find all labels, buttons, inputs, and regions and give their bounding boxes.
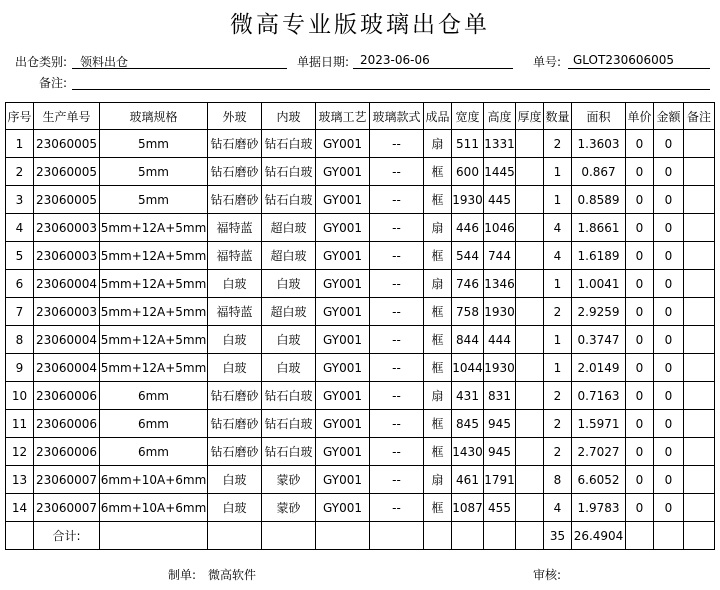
maker-label: 制单: xyxy=(168,568,197,582)
table-cell xyxy=(684,382,715,410)
table-cell: 1.6189 xyxy=(572,242,626,270)
table-cell: 1044 xyxy=(452,354,484,382)
table-cell: 1087 xyxy=(452,494,484,522)
table-cell: 0 xyxy=(626,298,654,326)
table-row xyxy=(6,438,715,466)
table-cell: 0 xyxy=(626,466,654,494)
table-cell xyxy=(684,298,715,326)
table-cell: 1445 xyxy=(484,158,516,186)
table-cell: -- xyxy=(370,298,424,326)
table-cell: 945 xyxy=(484,410,516,438)
date-label: 单据日期: xyxy=(297,55,350,69)
table-cell: 0.3747 xyxy=(572,326,626,354)
table-cell: 544 xyxy=(452,242,484,270)
table-cell: -- xyxy=(370,186,424,214)
table-cell: 5mm+12A+5mm xyxy=(100,270,208,298)
table-cell: GY001 xyxy=(316,326,370,354)
table-cell: 框 xyxy=(424,410,452,438)
table-row xyxy=(6,382,715,410)
table-cell xyxy=(316,522,370,550)
table-cell: 框 xyxy=(424,298,452,326)
table-cell: 6.6052 xyxy=(572,466,626,494)
table-cell xyxy=(516,522,544,550)
table-cell: 0 xyxy=(654,130,684,158)
table-header-row xyxy=(6,103,715,130)
table-cell: 1 xyxy=(544,354,572,382)
table-cell: 框 xyxy=(424,438,452,466)
table-cell xyxy=(654,522,684,550)
table-cell: 0 xyxy=(654,494,684,522)
table-cell xyxy=(516,466,544,494)
table-cell: 446 xyxy=(452,214,484,242)
table-cell: 746 xyxy=(452,270,484,298)
table-cell: 框 xyxy=(424,354,452,382)
column-header: 外玻 xyxy=(208,103,262,130)
table-cell: -- xyxy=(370,214,424,242)
table-cell: 0 xyxy=(654,186,684,214)
table-cell: 1930 xyxy=(484,354,516,382)
table-cell: 5mm xyxy=(100,130,208,158)
table-cell: 0 xyxy=(626,130,654,158)
table-cell xyxy=(684,410,715,438)
table-cell: 6mm+10A+6mm xyxy=(100,466,208,494)
table-row xyxy=(6,466,715,494)
table-cell: 5mm+12A+5mm xyxy=(100,214,208,242)
table-cell: 11 xyxy=(6,410,34,438)
table-cell: 扇 xyxy=(424,382,452,410)
table-row xyxy=(6,494,715,522)
table-cell xyxy=(6,522,34,550)
table-cell xyxy=(684,130,715,158)
table-row xyxy=(6,326,715,354)
table-cell xyxy=(684,270,715,298)
table-cell: 框 xyxy=(424,186,452,214)
total-area: 26.4904 xyxy=(572,522,626,550)
table-cell: 0 xyxy=(654,438,684,466)
table-cell: 0 xyxy=(626,326,654,354)
table-cell: -- xyxy=(370,158,424,186)
glass-table xyxy=(5,102,715,550)
out-type-value: 领料出仓 xyxy=(80,55,129,69)
table-cell: 23060006 xyxy=(34,382,100,410)
column-header: 玻璃款式 xyxy=(370,103,424,130)
table-cell: 2 xyxy=(544,382,572,410)
column-header: 厚度 xyxy=(516,103,544,130)
table-cell: 超白玻 xyxy=(262,298,316,326)
table-cell: 455 xyxy=(484,494,516,522)
table-cell: GY001 xyxy=(316,214,370,242)
table-cell xyxy=(262,522,316,550)
table-cell: 钻石白玻 xyxy=(262,382,316,410)
total-row xyxy=(6,522,715,550)
table-cell: 5mm+12A+5mm xyxy=(100,242,208,270)
column-header: 高度 xyxy=(484,103,516,130)
table-cell: 0 xyxy=(626,438,654,466)
column-header: 数量 xyxy=(544,103,572,130)
table-cell: 844 xyxy=(452,326,484,354)
table-cell: 0 xyxy=(654,326,684,354)
table-cell xyxy=(684,466,715,494)
table-cell: 框 xyxy=(424,242,452,270)
column-header: 内玻 xyxy=(262,103,316,130)
out-type-underline xyxy=(72,67,287,69)
table-row xyxy=(6,186,715,214)
column-header: 序号 xyxy=(6,103,34,130)
table-cell: 23060005 xyxy=(34,130,100,158)
column-header: 生产单号 xyxy=(34,103,100,130)
table-cell: 框 xyxy=(424,326,452,354)
table-cell: 钻石磨砂 xyxy=(208,158,262,186)
table-row xyxy=(6,410,715,438)
table-cell: 白玻 xyxy=(208,466,262,494)
table-cell: 8 xyxy=(6,326,34,354)
table-cell: 600 xyxy=(452,158,484,186)
table-cell: 9 xyxy=(6,354,34,382)
table-cell: 14 xyxy=(6,494,34,522)
table-cell: 白玻 xyxy=(262,270,316,298)
table-cell: 福特蓝 xyxy=(208,214,262,242)
table-cell xyxy=(208,522,262,550)
table-cell: 钻石磨砂 xyxy=(208,438,262,466)
table-cell: -- xyxy=(370,270,424,298)
table-cell: 0 xyxy=(654,382,684,410)
table-cell: 2.7027 xyxy=(572,438,626,466)
table-cell xyxy=(516,438,544,466)
table-cell: 1791 xyxy=(484,466,516,494)
table-cell: 444 xyxy=(484,326,516,354)
table-cell: 4 xyxy=(544,494,572,522)
table-cell: 福特蓝 xyxy=(208,298,262,326)
table-cell: GY001 xyxy=(316,242,370,270)
table-cell: 10 xyxy=(6,382,34,410)
table-cell: 845 xyxy=(452,410,484,438)
table-cell: -- xyxy=(370,354,424,382)
table-cell: 12 xyxy=(6,438,34,466)
table-cell: 0 xyxy=(626,214,654,242)
table-cell: -- xyxy=(370,466,424,494)
table-cell: 1 xyxy=(544,270,572,298)
order-value: GLOT230606005 xyxy=(573,53,675,67)
column-header: 面积 xyxy=(572,103,626,130)
table-cell: 白玻 xyxy=(208,354,262,382)
table-cell: 6mm+10A+6mm xyxy=(100,494,208,522)
table-cell: 0 xyxy=(654,270,684,298)
table-cell: -- xyxy=(370,130,424,158)
table-cell xyxy=(516,242,544,270)
table-cell xyxy=(516,382,544,410)
table-cell: 扇 xyxy=(424,270,452,298)
table-cell: -- xyxy=(370,494,424,522)
table-row xyxy=(6,242,715,270)
table-row xyxy=(6,354,715,382)
table-cell: 23060007 xyxy=(34,494,100,522)
table-cell: 13 xyxy=(6,466,34,494)
table-cell: 23060005 xyxy=(34,186,100,214)
table-cell: 钻石磨砂 xyxy=(208,382,262,410)
table-cell: 0 xyxy=(654,214,684,242)
table-cell: 2.9259 xyxy=(572,298,626,326)
table-cell: 1.3603 xyxy=(572,130,626,158)
table-cell: 1430 xyxy=(452,438,484,466)
remark-label: 备注: xyxy=(39,76,68,90)
table-cell xyxy=(684,186,715,214)
table-cell: -- xyxy=(370,410,424,438)
table-cell: 0 xyxy=(626,270,654,298)
table-cell: 0 xyxy=(626,158,654,186)
table-row xyxy=(6,130,715,158)
table-cell: 扇 xyxy=(424,214,452,242)
table-cell: 1.8661 xyxy=(572,214,626,242)
table-cell: 0 xyxy=(626,354,654,382)
table-cell: 钻石磨砂 xyxy=(208,410,262,438)
table-cell: 511 xyxy=(452,130,484,158)
total-quantity: 35 xyxy=(544,522,572,550)
table-cell: 23060003 xyxy=(34,214,100,242)
table-cell xyxy=(626,522,654,550)
table-cell xyxy=(516,326,544,354)
column-header: 金额 xyxy=(654,103,684,130)
table-cell: 23060007 xyxy=(34,466,100,494)
table-cell: 23060004 xyxy=(34,354,100,382)
table-cell xyxy=(684,438,715,466)
table-cell xyxy=(516,410,544,438)
table-cell xyxy=(100,522,208,550)
table-cell: 1930 xyxy=(484,298,516,326)
table-cell: 1331 xyxy=(484,130,516,158)
table-cell: 0 xyxy=(654,158,684,186)
table-row xyxy=(6,298,715,326)
table-cell: GY001 xyxy=(316,382,370,410)
table-cell: 0 xyxy=(654,410,684,438)
table-cell xyxy=(516,494,544,522)
table-cell: 2 xyxy=(544,438,572,466)
table-cell: -- xyxy=(370,382,424,410)
table-cell: 0 xyxy=(654,298,684,326)
maker-value: 微高软件 xyxy=(208,568,257,582)
table-body xyxy=(6,130,715,550)
table-cell: 0 xyxy=(654,354,684,382)
table-cell: 3 xyxy=(6,186,34,214)
column-header: 备注 xyxy=(684,103,715,130)
table-cell xyxy=(684,214,715,242)
table-cell: 23060004 xyxy=(34,326,100,354)
table-cell: 扇 xyxy=(424,130,452,158)
table-cell: 0 xyxy=(654,242,684,270)
table-cell xyxy=(516,354,544,382)
table-cell: 23060003 xyxy=(34,242,100,270)
table-cell: 蒙砂 xyxy=(262,466,316,494)
table-cell: GY001 xyxy=(316,186,370,214)
table-cell: 钻石白玻 xyxy=(262,158,316,186)
table-cell: 白玻 xyxy=(208,326,262,354)
table-cell: 461 xyxy=(452,466,484,494)
table-cell: 框 xyxy=(424,494,452,522)
table-cell xyxy=(484,522,516,550)
table-cell: GY001 xyxy=(316,158,370,186)
table-cell xyxy=(684,326,715,354)
out-type-label: 出仓类别: xyxy=(15,55,68,69)
table-cell: 1.0041 xyxy=(572,270,626,298)
table-cell: 0.8589 xyxy=(572,186,626,214)
table-cell: 超白玻 xyxy=(262,214,316,242)
table-cell: 744 xyxy=(484,242,516,270)
table-cell xyxy=(516,158,544,186)
table-cell: GY001 xyxy=(316,438,370,466)
table-cell: 4 xyxy=(6,214,34,242)
table-cell: 23060004 xyxy=(34,270,100,298)
table-cell: 2 xyxy=(6,158,34,186)
table-cell: 7 xyxy=(6,298,34,326)
column-header: 成品 xyxy=(424,103,452,130)
table-cell: 945 xyxy=(484,438,516,466)
table-cell: 蒙砂 xyxy=(262,494,316,522)
table-cell: 0.867 xyxy=(572,158,626,186)
table-cell: 0 xyxy=(626,382,654,410)
table-cell: 4 xyxy=(544,214,572,242)
table-cell: 8 xyxy=(544,466,572,494)
table-cell: 钻石白玻 xyxy=(262,438,316,466)
table-cell: 白玻 xyxy=(262,326,316,354)
table-cell: GY001 xyxy=(316,494,370,522)
table-cell: GY001 xyxy=(316,298,370,326)
table-cell xyxy=(684,158,715,186)
table-cell xyxy=(516,270,544,298)
document-title: 微高专业版玻璃出仓单 xyxy=(230,12,490,38)
table-cell: 钻石白玻 xyxy=(262,130,316,158)
table-cell: 758 xyxy=(452,298,484,326)
table-cell: 5mm+12A+5mm xyxy=(100,354,208,382)
table-cell: 1 xyxy=(544,186,572,214)
table-cell xyxy=(516,298,544,326)
table-cell: 0 xyxy=(626,410,654,438)
table-cell: 0 xyxy=(654,466,684,494)
table-cell: -- xyxy=(370,438,424,466)
table-cell: 框 xyxy=(424,158,452,186)
table-cell: -- xyxy=(370,242,424,270)
column-header: 单价 xyxy=(626,103,654,130)
table-cell: 1 xyxy=(544,158,572,186)
table-cell: -- xyxy=(370,326,424,354)
table-cell: 431 xyxy=(452,382,484,410)
column-header: 玻璃规格 xyxy=(100,103,208,130)
table-cell xyxy=(684,494,715,522)
table-cell: 2 xyxy=(544,410,572,438)
table-cell xyxy=(516,186,544,214)
table-cell: 23060006 xyxy=(34,410,100,438)
table-cell: 0 xyxy=(626,242,654,270)
table-cell: 1.5971 xyxy=(572,410,626,438)
table-cell: GY001 xyxy=(316,466,370,494)
column-header: 宽度 xyxy=(452,103,484,130)
table-cell: 0 xyxy=(626,186,654,214)
table-cell: 1930 xyxy=(452,186,484,214)
table-cell: 23060005 xyxy=(34,158,100,186)
table-cell: 5mm xyxy=(100,186,208,214)
table-row xyxy=(6,214,715,242)
table-cell: 1346 xyxy=(484,270,516,298)
table-cell: GY001 xyxy=(316,354,370,382)
table-cell: 白玻 xyxy=(208,270,262,298)
table-cell: 6 xyxy=(6,270,34,298)
table-cell: 6mm xyxy=(100,382,208,410)
table-cell: 6mm xyxy=(100,410,208,438)
remark-underline xyxy=(72,88,710,90)
order-label: 单号: xyxy=(533,55,562,69)
table-cell: 扇 xyxy=(424,466,452,494)
table-cell xyxy=(424,522,452,550)
table-cell xyxy=(370,522,424,550)
table-cell: 5mm xyxy=(100,158,208,186)
table-cell xyxy=(684,522,715,550)
table-cell: 23060006 xyxy=(34,438,100,466)
table-cell: 福特蓝 xyxy=(208,242,262,270)
table-cell: 白玻 xyxy=(262,354,316,382)
table-cell: 钻石磨砂 xyxy=(208,130,262,158)
table-cell: 1046 xyxy=(484,214,516,242)
table-cell xyxy=(452,522,484,550)
table-cell: 5mm+12A+5mm xyxy=(100,326,208,354)
table-cell: 445 xyxy=(484,186,516,214)
table-row xyxy=(6,270,715,298)
date-underline xyxy=(353,67,513,69)
table-cell xyxy=(516,214,544,242)
table-cell: 超白玻 xyxy=(262,242,316,270)
table-cell: 4 xyxy=(544,242,572,270)
table-cell: 23060003 xyxy=(34,298,100,326)
table-cell xyxy=(684,354,715,382)
table-cell xyxy=(684,242,715,270)
table-cell xyxy=(516,130,544,158)
table-cell: 0 xyxy=(626,494,654,522)
table-cell: 2 xyxy=(544,130,572,158)
table-cell: GY001 xyxy=(316,130,370,158)
table-cell: 1 xyxy=(6,130,34,158)
table-cell: GY001 xyxy=(316,270,370,298)
table-cell: 钻石白玻 xyxy=(262,410,316,438)
table-cell: 1.9783 xyxy=(572,494,626,522)
table-cell: 钻石白玻 xyxy=(262,186,316,214)
table-cell: 5mm+12A+5mm xyxy=(100,298,208,326)
table-cell: 831 xyxy=(484,382,516,410)
table-cell: 0.7163 xyxy=(572,382,626,410)
total-label: 合计: xyxy=(34,522,100,550)
table-cell: 1 xyxy=(544,326,572,354)
table-cell: 钻石磨砂 xyxy=(208,186,262,214)
table-cell: 白玻 xyxy=(208,494,262,522)
table-cell: 6mm xyxy=(100,438,208,466)
column-header: 玻璃工艺 xyxy=(316,103,370,130)
table-cell: 5 xyxy=(6,242,34,270)
review-label: 审核: xyxy=(533,568,562,582)
order-underline xyxy=(568,67,710,69)
table-row xyxy=(6,158,715,186)
table-cell: 2.0149 xyxy=(572,354,626,382)
table-cell: 2 xyxy=(544,298,572,326)
table-cell: GY001 xyxy=(316,410,370,438)
date-value: 2023-06-06 xyxy=(360,53,430,67)
